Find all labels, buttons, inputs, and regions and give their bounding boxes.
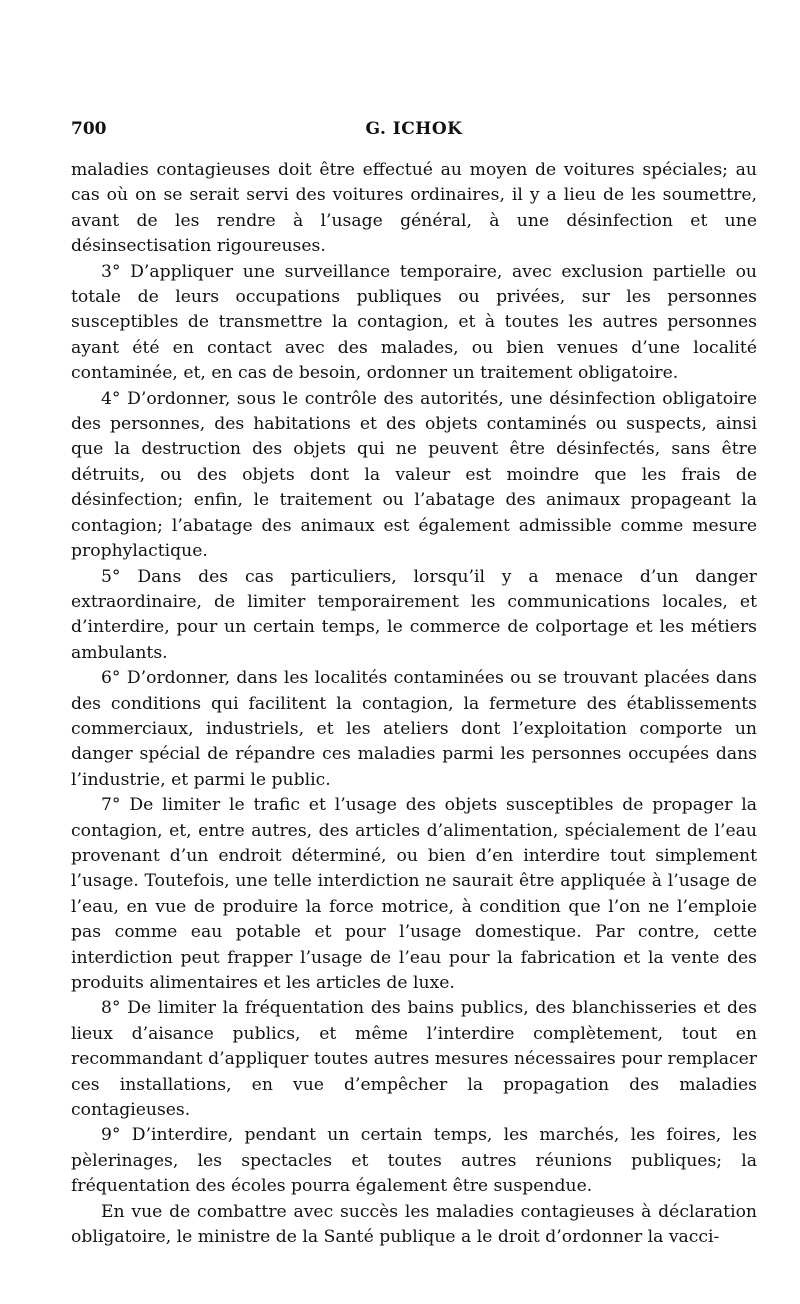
paragraph-item-5: 5° Dans des cas particuliers, lorsqu’il y a menace d’un danger extraordinaire, de limiter temporairement les communications locales, et d’interdire, pour un certain temps, le commerce de colportage et les métiers ambulants. — [71, 566, 757, 663]
page-number: 700 — [71, 119, 107, 139]
paragraph-item-9: 9° D’interdire, pendant un certain temps, les marchés, les foires, les pèlerinages, les spectacles et toutes autres réunions publiques; la fréquentation des écoles pourra également être suspendue. — [71, 1125, 757, 1197]
paragraph-closing: En vue de combattre avec succès les maladies contagieuses à déclaration obligatoire, le ministre de la Santé publique a le droit d’ordonner la vacci- — [71, 1201, 757, 1248]
paragraph-item-6: 6° D’ordonner, dans les localités contaminées ou se trouvant placées dans des conditions qui facilitent la contagion, la fermeture des établissements commerciaux, industriels, et les ateliers dont l’exploitation comporte un danger spécial de répandre ces maladies parmi les personnes occupées dans l’industrie, et parmi le public. — [71, 668, 757, 790]
paragraph-item-8: 8° De limiter la fréquentation des bains publics, des blanchisseries et des lieux d’aisance publics, et même l’interdire complètement, tout en recommandant d’appliquer toutes autres mesures nécessaires pour remplacer ces installations, en vue d’empêcher la propagation des maladies contagieuses. — [71, 998, 757, 1121]
paragraph-item-4: 4° D’ordonner, sous le contrôle des autorités, une désinfection obligatoire des personnes, des habitations et des objets contaminés ou suspects, ainsi que la destruction des objets qui ne peuvent être désinfectés, sans être détruits, ou des objets dont la valeur est moindre que les frais de désinfection; enfin, le traitement ou l’abatage des animaux propageant la contagion; l’abatage des animaux est également admissible comme mesure prophylactique. — [71, 388, 757, 562]
paragraph-item-7: 7° De limiter le trafic et l’usage des objets susceptibles de propager la contagion, et, entre autres, des articles d’alimentation, spécialement de l’eau provenant d’un endroit déterminé, ou bien d’en interdire tout simplement l’usage. Toutefois, une telle interdiction ne saurait être appliquée à l’usage de l’eau, en vue de produire la force motrice, à condition que l’on ne l’emploie pas comme eau potable et pour l’usage domestique. Par contre, cette interdiction peut frapper l’usage de l’eau pour la fabrication et la vente des produits alimentaires et les articles de luxe. — [71, 795, 757, 993]
running-title: G. ICHOK — [365, 119, 463, 139]
document-page — [71, 119, 757, 1250]
body-text — [71, 158, 757, 1250]
paragraph-continuation: maladies contagieuses doit être effectué au moyen de voitures spéciales; au cas où on se serait servi des voitures ordinaires, il y a lieu de les soumettre, avant de les rendre à l’usage général, à une désinfection et une désinsectisation rigoureuses. — [71, 160, 757, 257]
running-head — [71, 119, 757, 145]
paragraph-item-3: 3° D’appliquer une surveillance temporaire, avec exclusion partielle ou totale de leurs occupations publiques ou privées, sur les personnes susceptibles de transmettre la contagion, et à toutes les autres personnes ayant été en contact avec des malades, ou bien venues d’une localité contaminée, et, en cas de besoin, ordonner un traitement obligatoire. — [71, 261, 757, 384]
